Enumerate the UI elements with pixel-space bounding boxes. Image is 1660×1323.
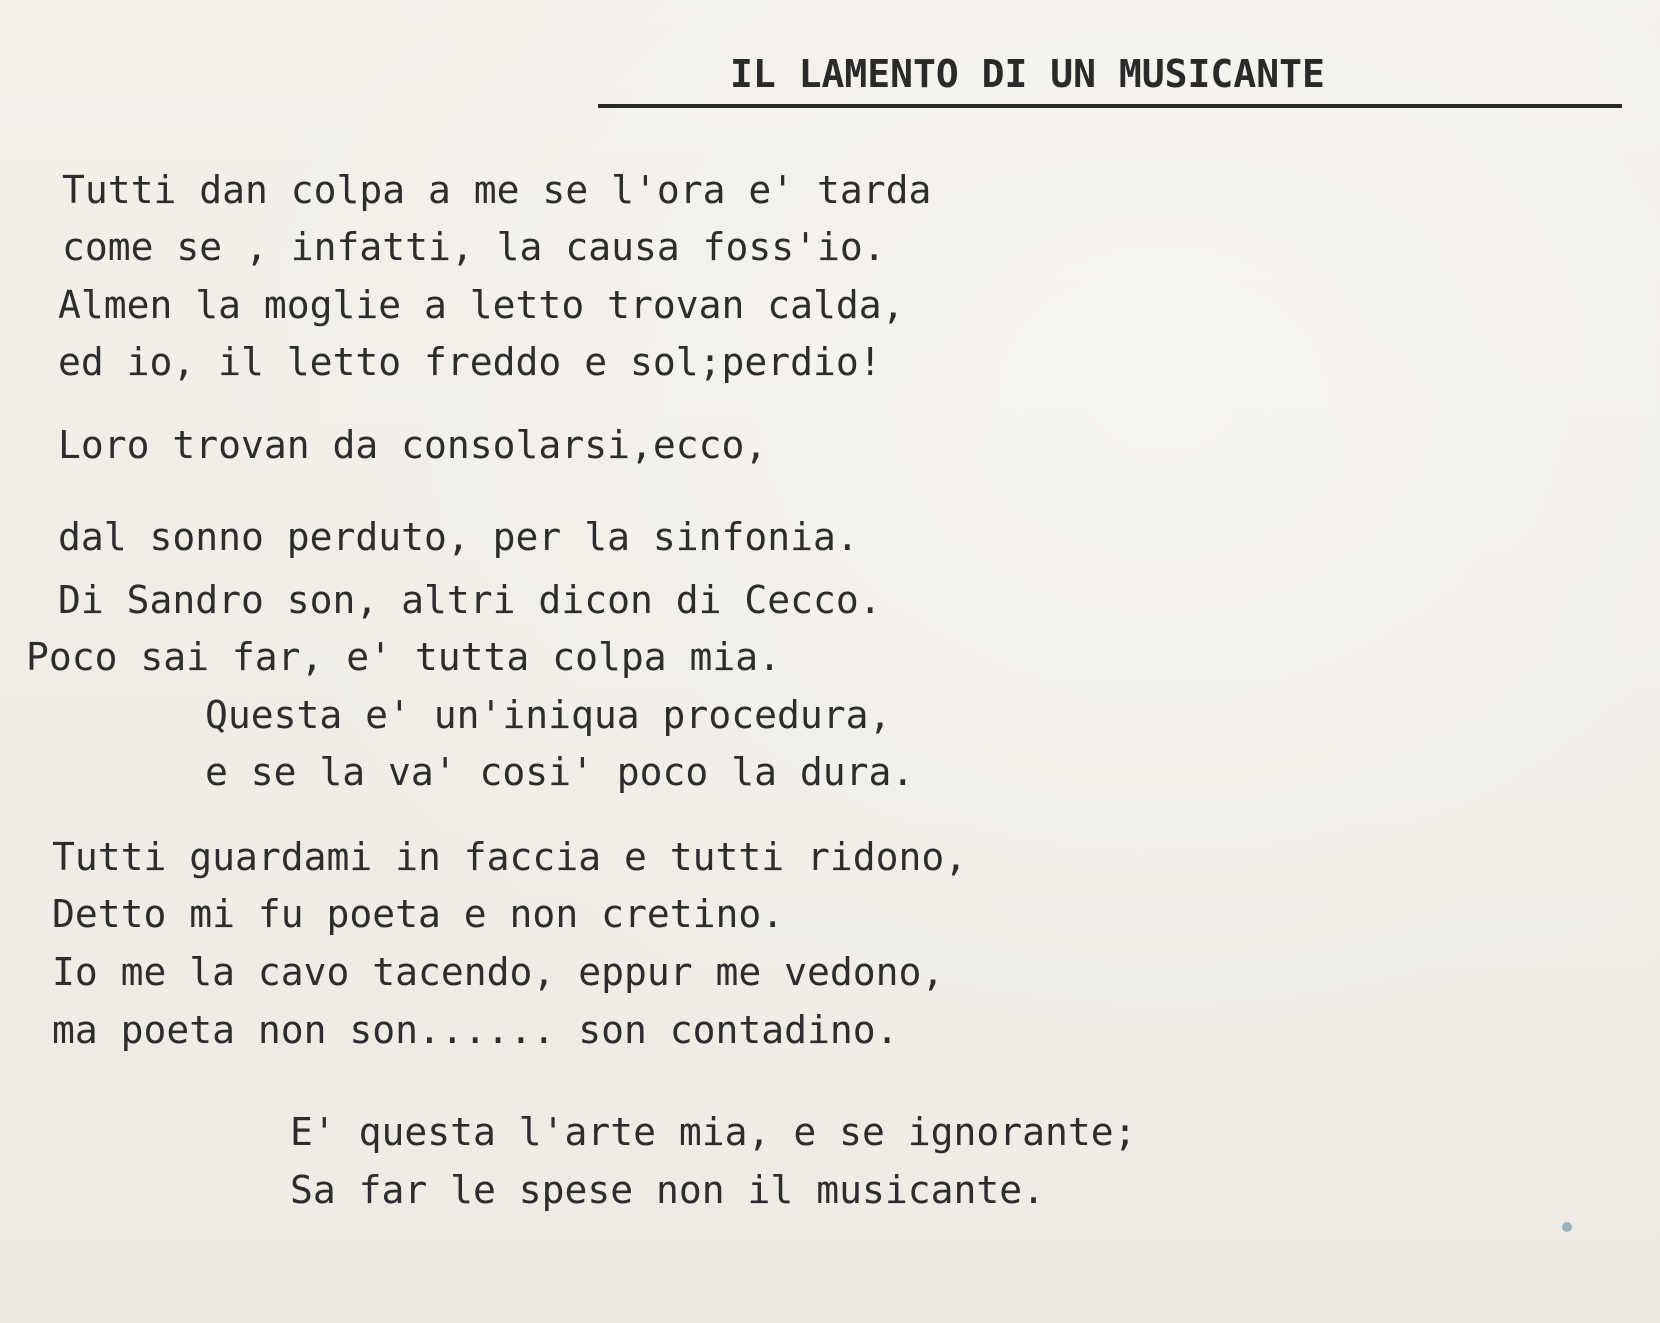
- poem-title: IL LAMENTO DI UN MUSICANTE: [730, 52, 1325, 96]
- poem-line: Poco sai far, e' tutta colpa mia.: [26, 635, 781, 679]
- poem-line: Questa e' un'iniqua procedura,: [205, 693, 892, 737]
- poem-line: e se la va' cosi' poco la dura.: [205, 750, 915, 794]
- poem-line: Detto mi fu poeta e non cretino.: [52, 892, 785, 936]
- poem-line: E' questa l'arte mia, e se ignorante;: [290, 1110, 1137, 1154]
- poem-line: ma poeta non son...... son contadino.: [52, 1008, 899, 1052]
- title-underline: [598, 104, 1622, 108]
- poem-line: Almen la moglie a letto trovan calda,: [58, 283, 905, 327]
- poem-line: Loro trovan da consolarsi,ecco,: [58, 423, 768, 467]
- poem-line: Sa far le spese non il musicante.: [290, 1168, 1045, 1212]
- poem-line: Tutti guardami in faccia e tutti ridono,: [52, 835, 968, 879]
- poem-line: Io me la cavo tacendo, eppur me vedono,: [52, 950, 945, 994]
- poem-line: Di Sandro son, altri dicon di Cecco.: [58, 578, 882, 622]
- poem-line: dal sonno perduto, per la sinfonia.: [58, 515, 859, 559]
- poem-line: Tutti dan colpa a me se l'ora e' tarda: [62, 168, 932, 212]
- poem-line: ed io, il letto freddo e sol;perdio!: [58, 340, 882, 384]
- paper-speck: [1562, 1222, 1572, 1232]
- poem-line: come se , infatti, la causa foss'io.: [62, 225, 886, 269]
